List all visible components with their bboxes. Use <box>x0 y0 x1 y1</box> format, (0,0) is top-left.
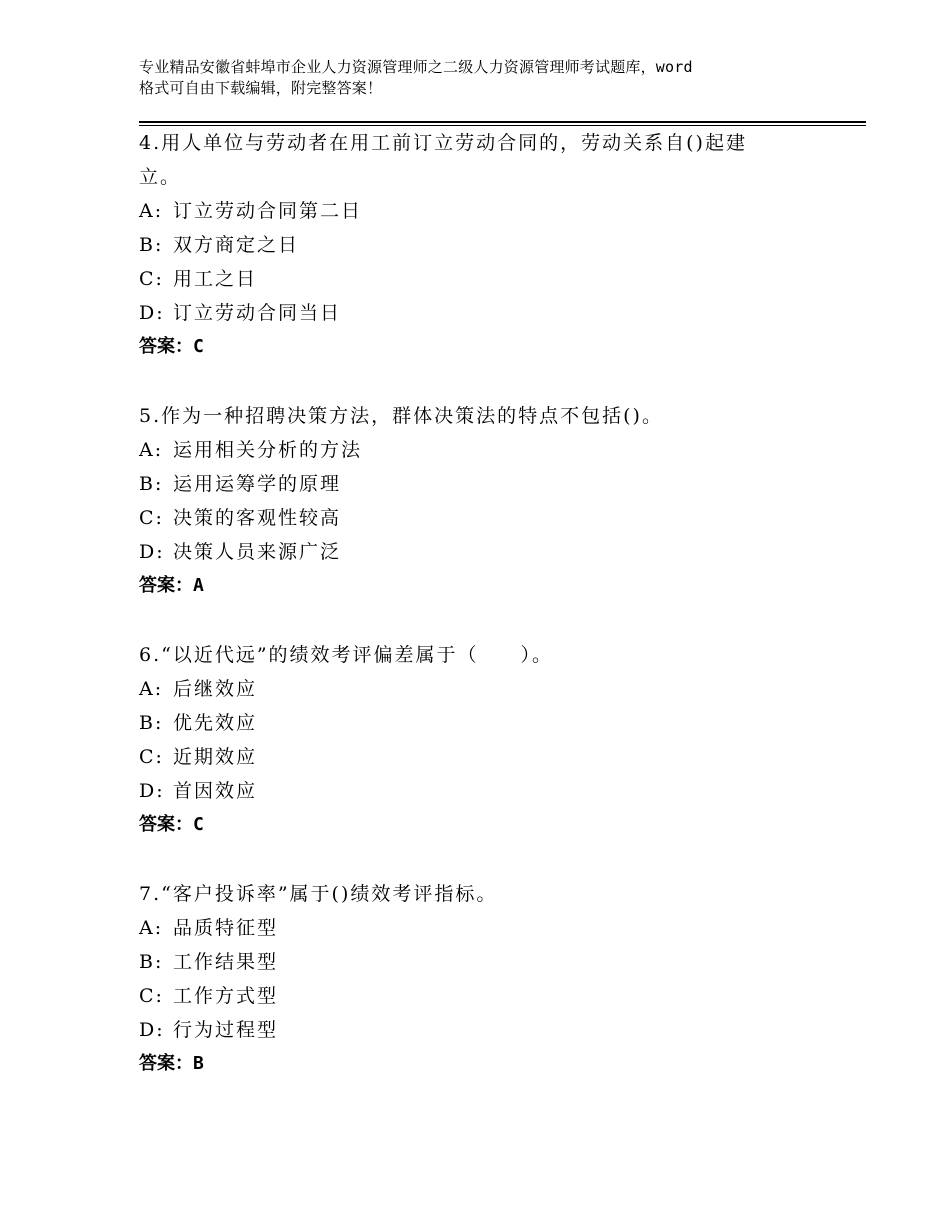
option-text: 后继效应 <box>173 678 258 700</box>
option-letter: C: <box>139 507 164 529</box>
header-line-1: 专业精品安徽省蚌埠市企业人力资源管理师之二级人力资源管理师考试题库，word <box>139 58 693 76</box>
option-text: 运用相关分析的方法 <box>173 439 363 461</box>
option-text: 订立劳动合同当日 <box>173 302 342 324</box>
answer-line: 答案：C <box>139 336 204 357</box>
option-text: 工作方式型 <box>173 985 279 1007</box>
option-letter: D: <box>139 302 165 324</box>
option-letter: D: <box>139 541 165 563</box>
option-c <box>139 740 839 774</box>
option-letter: A: <box>139 439 164 461</box>
option-d <box>139 1013 839 1047</box>
option-letter: C: <box>139 985 164 1007</box>
option-d <box>139 535 839 569</box>
option-b <box>139 467 839 501</box>
option-letter: C: <box>139 746 164 768</box>
option-d <box>139 296 839 330</box>
option-text: 首因效应 <box>173 780 258 802</box>
option-letter: B: <box>139 951 164 973</box>
option-text: 订立劳动合同第二日 <box>173 200 363 222</box>
option-text: 工作结果型 <box>173 951 279 973</box>
answer-line: 答案：B <box>139 1053 204 1074</box>
question-stem: 4.用人单位与劳动者在用工前订立劳动合同的，劳动关系自()起建 <box>139 132 747 154</box>
question-5 <box>139 399 839 603</box>
answer-line: 答案：A <box>139 575 204 596</box>
question-stem-continued: 立。 <box>139 166 182 188</box>
answer-line: 答案：C <box>139 814 204 835</box>
option-text: 决策的客观性较高 <box>173 507 342 529</box>
option-c <box>139 979 839 1013</box>
option-text: 近期效应 <box>173 746 258 768</box>
option-c <box>139 262 839 296</box>
question-stem: 7.“客户投诉率”属于()绩效考评指标。 <box>139 883 498 905</box>
option-letter: B: <box>139 473 164 495</box>
option-a <box>139 194 839 228</box>
option-text: 行为过程型 <box>173 1019 279 1041</box>
option-text: 用工之日 <box>173 268 258 290</box>
question-6 <box>139 638 839 842</box>
option-a <box>139 672 839 706</box>
question-stem: 6.“以近代远”的绩效考评偏差属于（ ）。 <box>139 644 554 666</box>
option-c <box>139 501 839 535</box>
option-text: 运用运筹学的原理 <box>173 473 342 495</box>
option-text: 品质特征型 <box>173 917 279 939</box>
option-d <box>139 774 839 808</box>
option-letter: C: <box>139 268 164 290</box>
header-divider-thick <box>139 121 866 123</box>
option-letter: A: <box>139 917 164 939</box>
option-text: 双方商定之日 <box>173 234 300 256</box>
option-letter: B: <box>139 234 164 256</box>
option-text: 优先效应 <box>173 712 258 734</box>
document-header <box>139 57 839 99</box>
header-line-2: 格式可自由下载编辑，附完整答案！ <box>139 79 383 97</box>
option-text: 决策人员来源广泛 <box>173 541 342 563</box>
question-4 <box>139 126 839 364</box>
option-a <box>139 911 839 945</box>
option-b <box>139 945 839 979</box>
question-7 <box>139 877 839 1081</box>
question-stem: 5.作为一种招聘决策方法，群体决策法的特点不包括()。 <box>139 405 663 427</box>
option-letter: D: <box>139 780 165 802</box>
option-a <box>139 433 839 467</box>
option-letter: A: <box>139 200 164 222</box>
option-letter: A: <box>139 678 164 700</box>
option-letter: D: <box>139 1019 165 1041</box>
option-b <box>139 228 839 262</box>
option-letter: B: <box>139 712 164 734</box>
option-b <box>139 706 839 740</box>
